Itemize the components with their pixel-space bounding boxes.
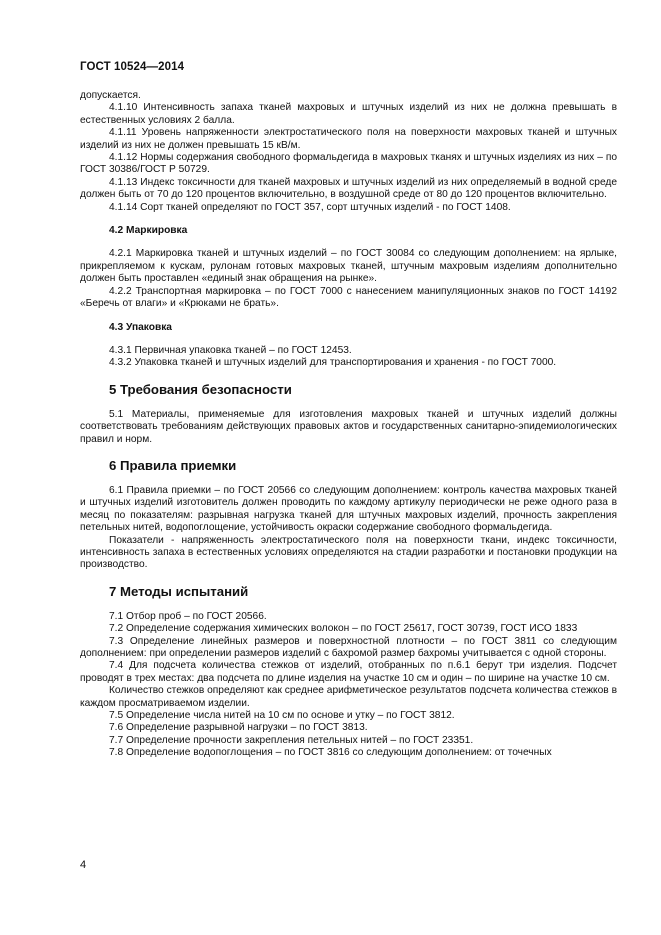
paragraph-4-3-1: 4.3.1 Первичная упаковка тканей – по ГОСТ 12453.: [109, 344, 352, 356]
paragraph-6-1: 6.1 Правила приемки – по ГОСТ 20566 со следующим дополнением: контроль качества махровых тканей и штучных изделий изготовитель должен проводить по каждому артикулу периодически не реже одного раза в месяц по показателям: разрывная нагрузка тканей для штучных махровых изделий, прочность закрепления петельных нитей, водопоглощение, устойчивость окраски содержание свободного формальдегида.: [80, 484, 617, 534]
paragraph-7-3: 7.3 Определение линейных размеров и поверхностной плотности – по ГОСТ 3811 со следующим дополнением: при определении размеров изделий с бахромой размер бахромы учитывается с одной стороны.: [80, 635, 617, 659]
paragraph-7-4: 7.4 Для подсчета количества стежков от изделий, отобранных по п.6.1 берут три изделия. Подсчет проводят в трех местах: два подсчета по длине изделия на участке 10 см и один – по ширине на участке 10 см.: [80, 660, 617, 684]
paragraph-7-6: 7.6 Определение разрывной нагрузки – по ГОСТ 3813.: [109, 722, 368, 734]
paragraph-7-1: 7.1 Отбор проб – по ГОСТ 20566.: [109, 610, 267, 622]
document-body: [80, 90, 617, 760]
paragraph-5-1: 5.1 Материалы, применяемые для изготовления махровых тканей и штучных изделий должны соответствовать требованиям действующих правовых актов и государственных санитарно-эпидемиологических правил и норм.: [80, 408, 617, 445]
section-heading-5: 5 Требования безопасности: [109, 381, 292, 397]
subsection-heading-4-2: 4.2 Маркировка: [109, 225, 188, 237]
paragraph-4-1-11: 4.1.11 Уровень напряженности электростатического поля на поверхности махровых тканей и штучных изделий из них не должен превышать 15 кВ/м.: [80, 127, 617, 151]
paragraph-7-5: 7.5 Определение числа нитей на 10 см по основе и утку – по ГОСТ 3812.: [109, 710, 455, 722]
paragraph-7-2: 7.2 Определение содержания химических волокон – по ГОСТ 25617, ГОСТ 30739, ГОСТ ИСО 1833: [109, 623, 578, 635]
paragraph-7-4-continued: Количество стежков определяют как среднее арифметическое результатов подсчета количества стежков в каждом просматриваемом изделии.: [80, 685, 617, 709]
page-number: 4: [80, 859, 87, 871]
paragraph-4-3-2: 4.3.2 Упаковка тканей и штучных изделий для транспортирования и хранения - по ГОСТ 7000.: [109, 357, 557, 369]
paragraph-7-8: 7.8 Определение водопоглощения – по ГОСТ 3816 со следующим дополнением: от точечных: [109, 747, 552, 759]
section-heading-6: 6 Правила приемки: [109, 457, 237, 473]
subsection-heading-4-3: 4.3 Упаковка: [109, 321, 172, 333]
paragraph-4-1-10: 4.1.10 Интенсивность запаха тканей махровых и штучных изделий из них не должна превышать в естественных условиях 2 балла.: [80, 102, 617, 126]
paragraph-4-1-14: 4.1.14 Сорт тканей определяют по ГОСТ 357, сорт штучных изделий - по ГОСТ 1408.: [109, 201, 511, 213]
section-heading-7: 7 Методы испытаний: [109, 583, 249, 599]
paragraph-4-2-2: 4.2.2 Транспортная маркировка – по ГОСТ 7000 с нанесением манипуляционных знаков по ГОСТ 14192 «Беречь от влаги» и «Крюками не брать».: [80, 285, 617, 310]
paragraph-7-7: 7.7 Определение прочности закрепления петельных нитей – по ГОСТ 23351.: [109, 734, 474, 746]
standard-header: ГОСТ 10524—2014: [80, 61, 185, 73]
paragraph-4-1-13: 4.1.13 Индекс токсичности для тканей махровых и штучных изделий из них определяемый в водной среде должен быть от 70 до 120 процентов включительно, в воздушной среде от 80 до 120 процентов включительно.: [80, 176, 617, 201]
paragraph-intro: допускается.: [80, 90, 141, 101]
paragraph-4-1-12: 4.1.12 Нормы содержания свободного формальдегида в махровых тканях и штучных изделиях из них – по ГОСТ 30386/ГОСТ Р 50729.: [80, 152, 617, 176]
paragraph-4-2-1: 4.2.1 Маркировка тканей и штучных изделий – по ГОСТ 30084 со следующим дополнением: на ярлыке, прикрепляемом к кускам, рулонам готовых махровых тканей, штучным махровым изделиям дополнительно должен быть проставлен «единый знак обращения на рынке».: [80, 248, 617, 285]
paragraph-6-2: Показатели - напряженность электростатического поля на поверхности ткани, индекс токсичности, интенсивность запаха в естественных условиях определяются на стадии разработки и постановки продукции на производство.: [80, 534, 617, 571]
